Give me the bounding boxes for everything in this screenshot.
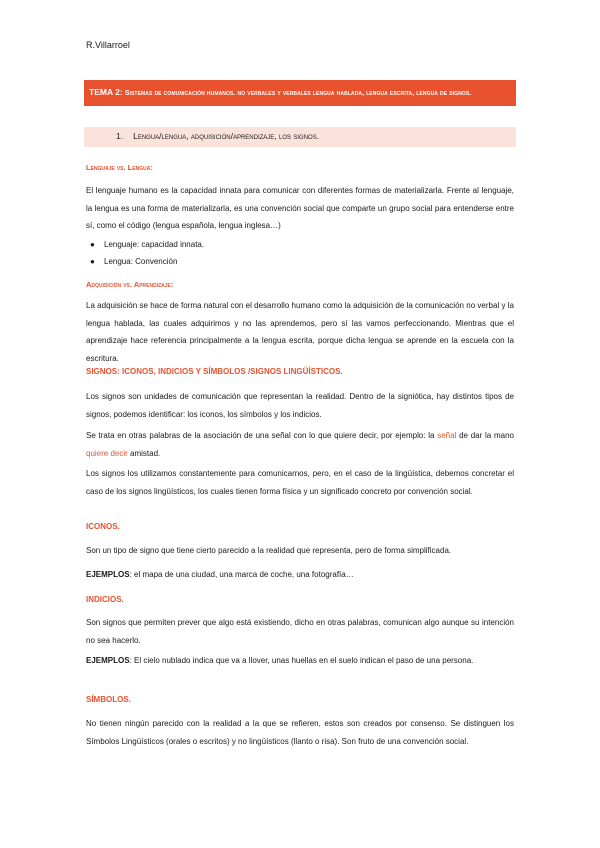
heading-adquisicion-vs-aprendizaje: Adquisición vs. Aprendizaje: [86, 280, 174, 289]
bullet-list-lenguaje [86, 236, 204, 270]
examples-iconos: EJEMPLOS: el mapa de una ciudad, una marca de coche, una fotografía… [86, 570, 354, 579]
topic-number: TEMA 2: [89, 87, 123, 97]
heading-signos: SIGNOS: ICONOS, INDICIOS Y SÍMBOLOS /SIGNOS LINGÜÍSTICOS. [86, 367, 343, 376]
paragraph-signos-2: Se trata en otras palabras de la asociación de una señal con lo que quiere decir, por ejemplo: la señal de dar la mano quiere decir amistad. [86, 431, 514, 458]
subsection-number: 1. [116, 131, 124, 141]
heading-iconos: ICONOS. [86, 522, 120, 531]
paragraph-indicios: Son signos que permiten prever que algo está existiendo, dicho en otras palabras, comunican algo aunque su intención no sea hacerlo. [86, 618, 514, 645]
author-name: R.Villarroel [86, 40, 130, 50]
topic-banner [84, 80, 516, 106]
highlight-senal: señal [437, 431, 457, 440]
examples-indicios: EJEMPLOS: El cielo nublado indica que va a llover, unas huellas en el suelo indican el paso de una persona. [86, 656, 474, 665]
highlight-quiere-decir: quiere decir [86, 448, 128, 458]
paragraph-lenguaje: El lenguaje humano es la capacidad innata para comunicar con diferentes formas de materializarla. Frente al lenguaje, la lengua es una forma de materializarla, es una convención social que comparte un grupo social para entenderse entre sí, como el código (lengua española, lengua inglesa…) [86, 186, 514, 230]
heading-lenguaje-vs-lengua: Lenguaje vs. Lengua: [86, 163, 153, 172]
heading-indicios: INDICIOS. [86, 595, 124, 604]
paragraph-simbolos: No tienen ningún parecido con la realidad a la que se refieren, estos son creados por consenso. Se distinguen los Símbolos Lingüísticos (orales o escritos) y no lingüísticos (llanto o risa). Son fruto de una convención social. [86, 719, 514, 746]
bullet-icon: ● [90, 240, 95, 249]
bullet-icon: ● [90, 257, 95, 266]
heading-simbolos: SÍMBOLOS. [86, 695, 131, 704]
subsection-banner [84, 127, 516, 147]
paragraph-signos-1: Los signos son unidades de comunicación que representan la realidad. Dentro de la signiótica, hay distintos tipos de signos, podemos identificar: los iconos, los símbolos y los indicios. [86, 392, 514, 419]
list-item: ● Lengua: Convención [86, 253, 204, 270]
list-item: ● Lenguaje: capacidad innata. [86, 236, 204, 253]
paragraph-signos-3: Los signos los utilizamos constantemente para comunicarnos, pero, en el caso de la lingüística, debemos concretar el caso de los signos lingüísticos, los cuales tienen forma física y un significado concreto por convención social. [86, 469, 514, 496]
topic-title: Sistemas de comunicación humanos. no verbales y verbales lengua hablada, lengua escrita, lengua de signos. [122, 90, 472, 97]
subsection-title: Lengua/lengua, adquisición/aprendizaje, los signos. [133, 131, 320, 141]
paragraph-iconos: Son un tipo de signo que tiene cierto parecido a la realidad que representa, pero de forma simplificada. [86, 546, 452, 555]
paragraph-adquisicion: La adquisición se hace de forma natural con el desarrollo humano como la adquisición de la comunicación no verbal y la lengua hablada, las cuales adquirimos y no las aprendemos, pero sí las vamos perfeccionando. Mientras que el aprendizaje hace referencia principalmente a la lengua escrita, porque dicha lengua se aprende en la escuela con la escritura. [86, 301, 514, 363]
